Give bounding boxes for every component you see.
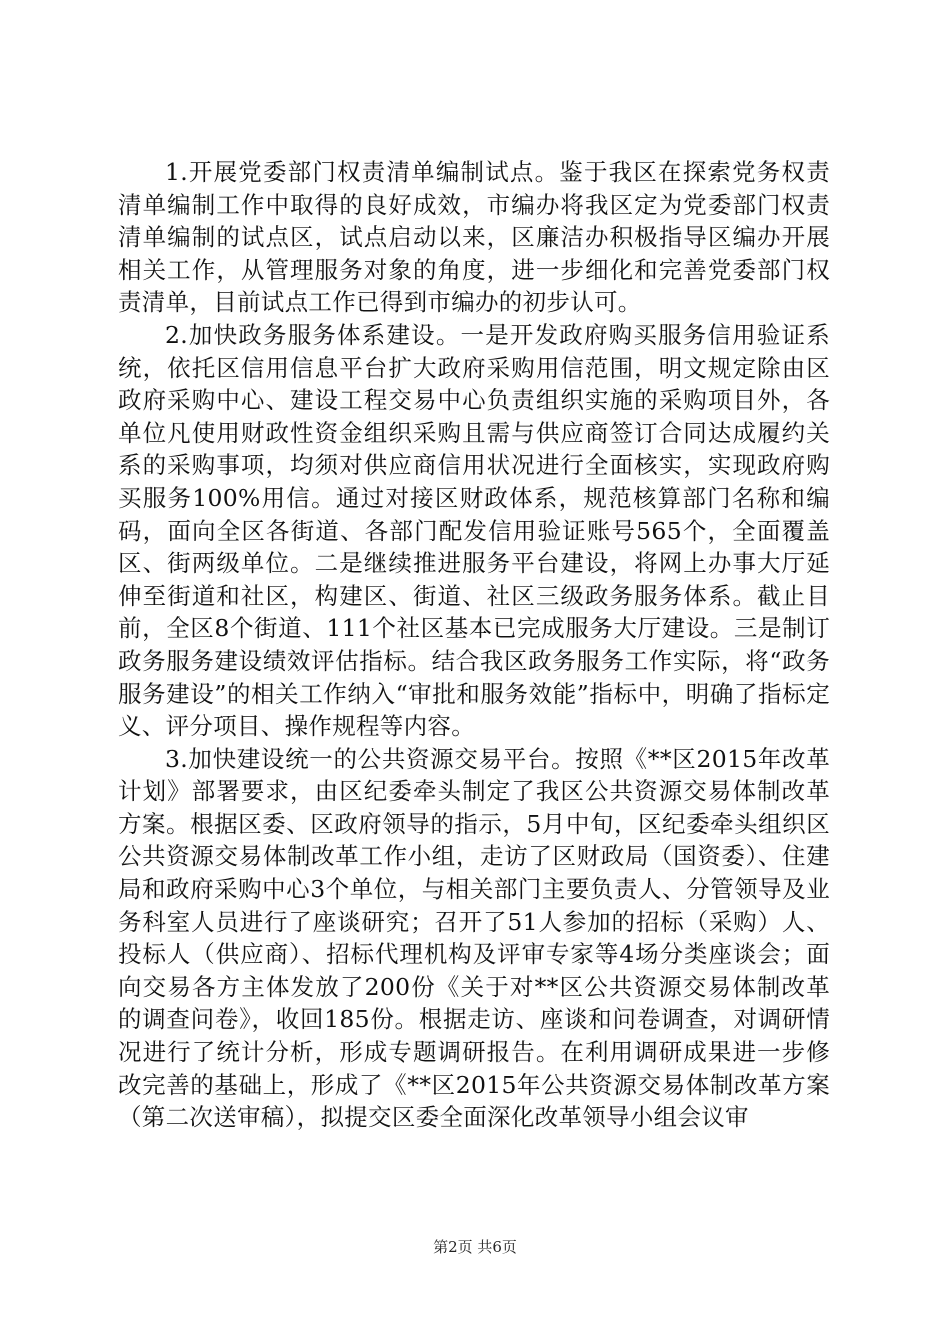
paragraph-3: 3.加快建设统一的公共资源交易平台。按照《**区2015年改革计划》部署要求，由区纪委牵头制定了我区公共资源交易体制改革方案。根据区委、区政府领导的指示，5月中旬，区纪委牵头组织区公共资源交易体制改革工作小组，走访了区财政局（国资委）、住建局和政府采购中心3个单位，与相关部门主要负责人、分管领导及业务科室人员进行了座谈研究；召开了51人参加的招标（采购）人、投标人（供应商）、招标代理机构及评审专家等4场分类座谈会；面向交易各方主体发放了200份《关于对**区公共资源交易体制改革的调查问卷》，收回185份。根据走访、座谈和问卷调查，对调研情况进行了统计分析，形成专题调研报告。在利用调研成果进一步修改完善的基础上，形成了《**区2015年公共资源交易体制改革方案（第二次送审稿），拟提交区委全面深化改革领导小组会议审 bbox=[118, 744, 830, 1132]
document-body bbox=[118, 156, 830, 1134]
page-footer: 第2页 共6页 bbox=[433, 1238, 517, 1256]
paragraph-2: 2.加快政务服务体系建设。一是开发政府购买服务信用验证系统，依托区信用信息平台扩大政府采购用信范围，明文规定除由区政府采购中心、建设工程交易中心负责组织实施的采购项目外，各单位凡使用财政性资金组织采购且需与供应商签订合同达成履约关系的采购事项，均须对供应商信用状况进行全面核实，实现政府购买服务100%用信。通过对接区财政体系，规范核算部门名称和编码，面向全区各街道、各部门配发信用验证账号565个，全面覆盖区、街两级单位。二是继续推进服务平台建设，将网上办事大厅延伸至街道和社区，构建区、街道、社区三级政务服务体系。截止目前，全区8个街道、111个社区基本已完成服务大厅建设。三是制订政务服务建设绩效评估指标。结合我区政务服务工作实际，将“政务服务建设”的相关工作纳入“审批和服务效能”指标中，明确了指标定义、评分项目、操作规程等内容。 bbox=[118, 320, 830, 741]
paragraph-1: 1.开展党委部门权责清单编制试点。鉴于我区在探索党务权责清单编制工作中取得的良好成效，市编办将我区定为党委部门权责清单编制的试点区，试点启动以来，区廉洁办积极指导区编办开展相关工作，从管理服务对象的角度，进一步细化和完善党委部门权责清单，目前试点工作已得到市编办的初步认可。 bbox=[118, 158, 830, 317]
